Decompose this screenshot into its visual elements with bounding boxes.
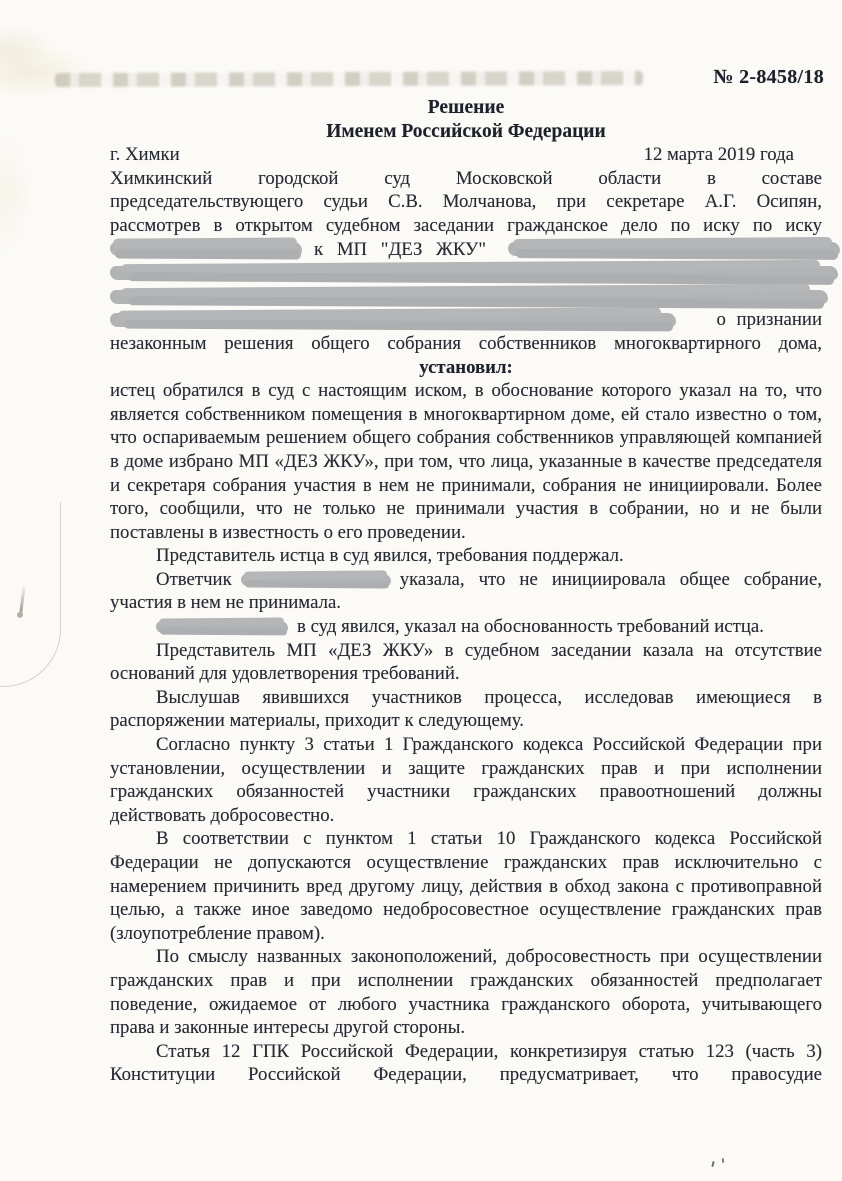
page-corner-artifact	[0, 502, 61, 687]
paragraph-dez-rep: Представитель МП «ДЕЗ ЖКУ» в судебном заседании казала на отсутствие оснований для удовлетворения требований.	[110, 639, 822, 685]
redaction-block	[110, 266, 838, 280]
redacted-claim-row	[110, 308, 822, 332]
court-intro-line-3: рассмотрев в открытом судебном заседании гражданское дело по иску по иску	[110, 214, 822, 236]
ink-speck-artifact	[722, 1158, 725, 1163]
court-intro-line-2: председательствующего судьи С.В. Молчанова, при секретаре А.Г. Осипян,	[110, 191, 822, 213]
claim-type-fragment: о признании	[716, 309, 822, 331]
bleed-through-text-artifact	[55, 71, 643, 87]
document-body	[110, 96, 822, 1087]
redaction-block	[110, 290, 828, 304]
paragraph-court-transition: Выслушав явившихся участников процесса, исследовав имеющиеся в распоряжении материалы, приходит к следующему.	[110, 686, 822, 732]
ink-speck-artifact	[711, 1161, 714, 1167]
decision-title: Решение	[427, 97, 505, 118]
ustanovil-heading: установил:	[419, 356, 513, 378]
redaction-block	[508, 242, 840, 256]
third-party-text: в суд явился, указал на обоснованность требований истца.	[297, 616, 764, 638]
paragraph-plaintiff-rep: Представитель истца в суд явился, требования поддержал.	[156, 545, 624, 567]
redacted-row	[110, 285, 828, 309]
case-number: № 2-8458/18	[713, 66, 824, 88]
redacted-parties-row	[110, 238, 840, 262]
redaction-block	[110, 242, 302, 256]
redacted-row	[110, 261, 838, 285]
defendant-name-fragment: к МП "ДЕЗ ЖКУ"	[314, 238, 487, 260]
redaction-inline	[241, 574, 391, 586]
paragraph-third-party	[110, 615, 822, 639]
paragraph-gk-article-1: Согласно пункту 3 статьи 1 Гражданского кодекса Российской Федерации при установлении, осуществлении и защите гражданских прав и при исполнении гражданских обязанностей участники гражданских правоотношений должны действовать добросовестно.	[110, 734, 822, 826]
paragraph-facts: истец обратился в суд с настоящим иском, в обоснование которого указал на то, что является собственником помещения в многоквартирном доме, ей стало известно о том, что оспариваемым решением общего собрания собственников управляющей компанией в доме избрано МП «ДЕЗ ЖКУ», при том, что лица, указанные в качестве председателя и секретаря собрания участия в нем не принимали, собрания не инициировали. Более того, сообщили, что не только не принимали участия в собрании, но и не были поставлены в известность о его проведении.	[110, 380, 822, 543]
decision-date: 12 марта 2019 года	[643, 144, 794, 166]
decision-subtitle: Именем Российской Федерации	[326, 120, 606, 142]
paragraph-gpk-article-12: Статья 12 ГПК Российской Федерации, конкретизируя статью 123 (часть 3) Конституции Российской Федерации, предусматривает, что правосудие	[110, 1040, 822, 1086]
redaction-inline	[156, 621, 288, 633]
defendant-reply-text: указала, что не инициировала общее собрание, участия в нем не принимала.	[110, 568, 822, 614]
claim-description-line: незаконным решения общего собрания собственников многоквартирного дома,	[110, 332, 822, 354]
redaction-block	[110, 313, 676, 327]
place-date-row	[110, 143, 822, 167]
paragraph-good-faith: По смыслу названных законоположений, добросовестность при осуществлении гражданских прав и при исполнении гражданских обязанностей предполагает поведение, ожидаемое от любого участника гражданского оборота, учитывающего права и законные интересы другой стороны.	[110, 946, 822, 1039]
court-intro-line-1: Химкинский городской суд Московской области в составе	[110, 167, 822, 189]
paragraph-gk-article-10: В соответствии с пунктом 1 статьи 10 Гражданского кодекса Российской Федерации не допускаются осуществление гражданских прав исключительно с намерением причинить вред другому лицу, действия в обход закона с противоправной целью, а также иное заведомо недобросовестное осуществление гражданских прав (злоупотребление правом).	[110, 828, 822, 944]
place-name: г. Химки	[110, 144, 180, 166]
paragraph-defendant-reply	[110, 568, 822, 615]
defendant-label: Ответчик	[156, 568, 232, 590]
